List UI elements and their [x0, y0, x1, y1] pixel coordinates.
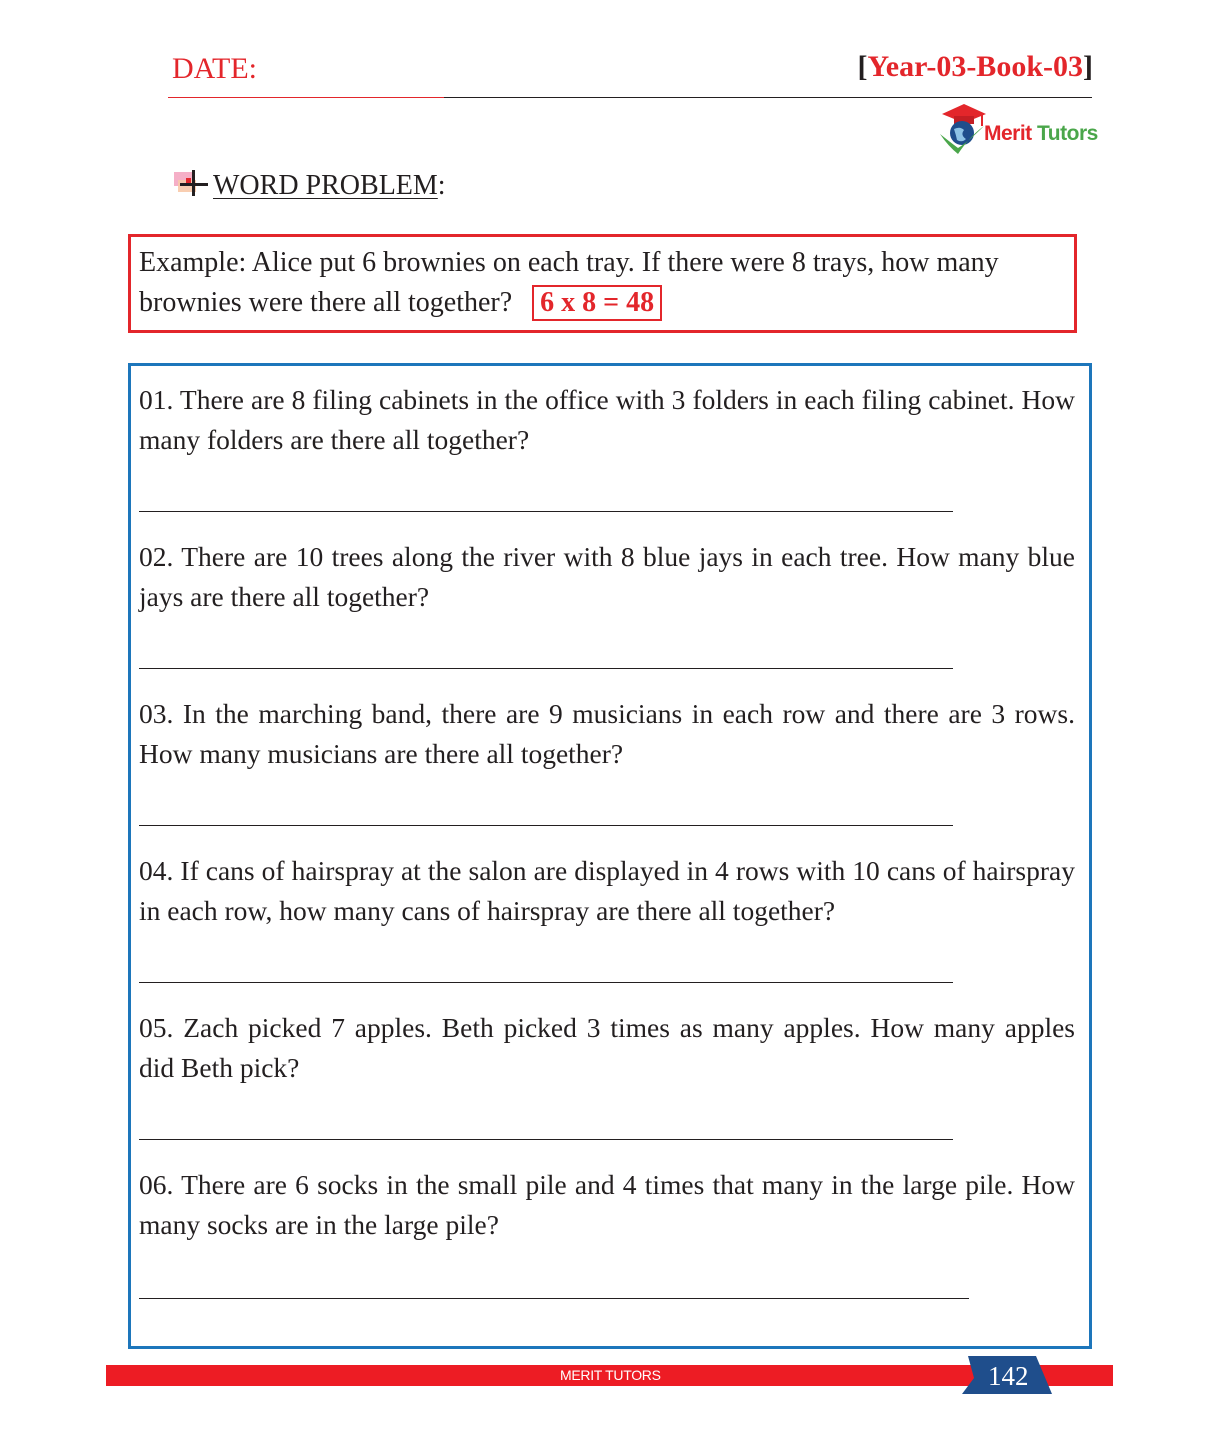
section-title-text: WORD PROBLEM	[213, 170, 438, 201]
section-title	[213, 170, 446, 202]
answer-line-03[interactable]	[139, 825, 953, 826]
bracket-open: [	[857, 50, 868, 83]
problem-02: 02. There are 10 trees along the river with 8 blue jays in each tree. How many blue jays are there all together?	[139, 541, 1075, 612]
merit-tutors-logo	[936, 102, 1096, 162]
header-rule-red	[168, 97, 444, 98]
graduation-globe-icon	[936, 102, 986, 162]
problem-05: 05. Zach picked 7 apples. Beth picked 3 times as many apples. How many apples did Beth pick?	[139, 1012, 1075, 1083]
problem-04: 04. If cans of hairspray at the salon are displayed in 4 rows with 10 cans of hairspray in each row, how many cans of hairspray are there all together?	[139, 855, 1075, 926]
problem-03: 03. In the marching band, there are 9 musicians in each row and there are 3 rows. How many musicians are there all together?	[139, 698, 1075, 769]
book-code	[857, 50, 1093, 84]
answer-line-05[interactable]	[139, 1139, 953, 1140]
example-text	[139, 243, 1069, 323]
section-title-colon: :	[437, 170, 446, 201]
answer-line-01[interactable]	[139, 511, 953, 512]
logo-text	[984, 122, 1098, 146]
logo-word-tutors: Tutors	[1031, 122, 1098, 145]
answer-line-02[interactable]	[139, 668, 953, 669]
example-box	[128, 234, 1077, 333]
example-answer: 6 x 8 = 48	[532, 285, 662, 321]
problems-box	[128, 363, 1092, 1349]
problem-01: 01. There are 8 filing cabinets in the office with 3 folders in each filing cabinet. How many folders are there all together?	[139, 384, 1075, 455]
book-code-text: Year-03-Book-03	[867, 50, 1083, 83]
logo-word-merit: Merit	[984, 122, 1032, 145]
page-number: 142	[988, 1361, 1029, 1391]
example-question: Example: Alice put 6 brownies on each tray. If there were 8 trays, how many brownies were there all together?	[139, 247, 999, 318]
footer-label: MERIT TUTORS	[560, 1367, 661, 1383]
date-label: DATE:	[172, 52, 257, 85]
section-bullet-icon	[172, 168, 208, 200]
bracket-close: ]	[1083, 50, 1093, 83]
answer-line-06[interactable]	[139, 1298, 969, 1299]
header-rule	[444, 97, 1092, 98]
answer-line-04[interactable]	[139, 982, 953, 983]
problem-06: 06. There are 6 socks in the small pile and 4 times that many in the large pile. How many socks are in the large pile?	[139, 1169, 1075, 1240]
